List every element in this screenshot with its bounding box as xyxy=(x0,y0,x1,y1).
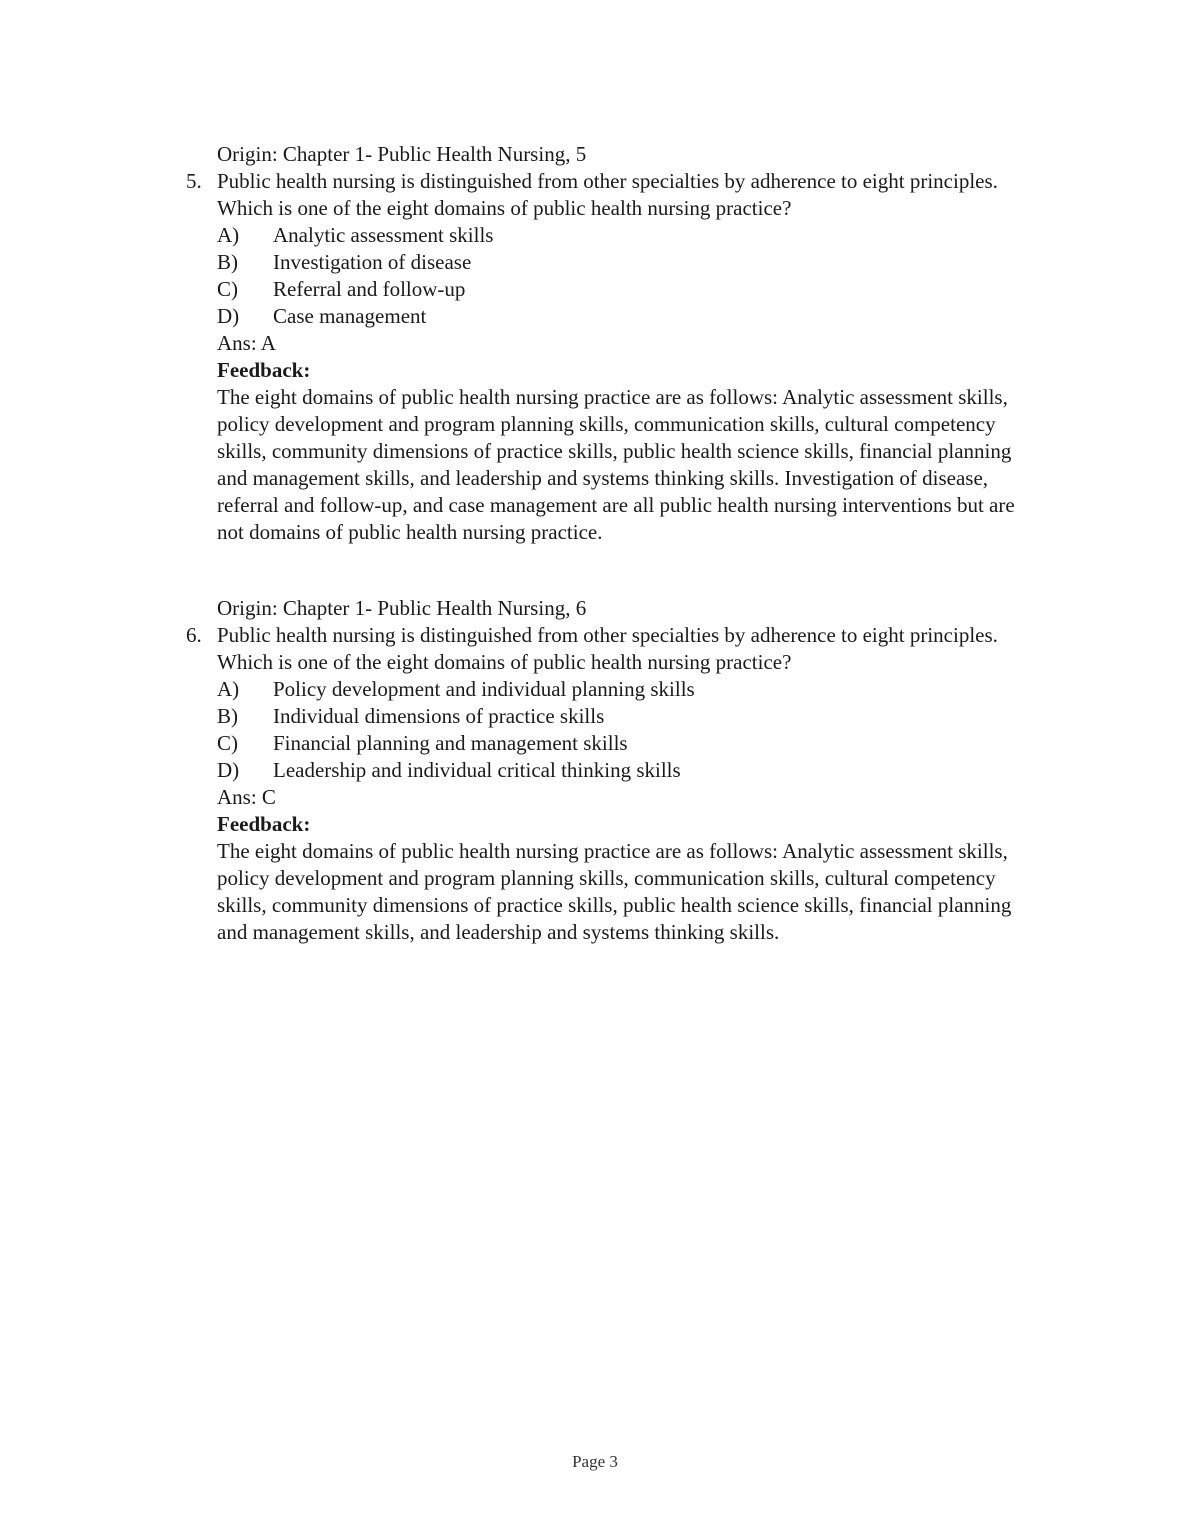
answer-options xyxy=(186,222,1046,330)
answer-option xyxy=(217,249,1046,276)
feedback-heading: Feedback: xyxy=(217,358,311,382)
option-letter: C) xyxy=(217,277,238,301)
option-text: Referral and follow-up xyxy=(273,277,466,301)
answer-option xyxy=(217,703,1046,730)
option-text: Investigation of disease xyxy=(273,250,472,274)
answer-option xyxy=(217,276,1046,303)
answer-option xyxy=(217,676,1046,703)
question-block xyxy=(186,595,1046,946)
option-text: Case management xyxy=(273,304,427,328)
option-letter: C) xyxy=(217,731,238,755)
question-block xyxy=(186,141,1046,546)
feedback-heading: Feedback: xyxy=(217,812,311,836)
option-text: Policy development and individual planning skills xyxy=(273,677,695,701)
answer-key: Ans: A xyxy=(217,331,276,355)
page-number: Page 3 xyxy=(572,1452,618,1471)
question-number: 6. xyxy=(186,623,202,647)
option-text: Analytic assessment skills xyxy=(273,223,494,247)
option-letter: A) xyxy=(217,223,240,247)
option-letter: D) xyxy=(217,304,240,328)
option-text: Financial planning and management skills xyxy=(273,731,628,755)
answer-option xyxy=(217,303,1046,330)
answer-option xyxy=(217,222,1046,249)
option-letter: B) xyxy=(217,704,238,728)
question-text: Public health nursing is distinguished from other specialties by adherence to eight principles. Which is one of the eight domains of public health nursing practice? xyxy=(217,169,998,220)
question-origin: Origin: Chapter 1- Public Health Nursing, 5 xyxy=(217,142,587,166)
question-stem xyxy=(186,168,1046,222)
option-letter: D) xyxy=(217,758,240,782)
question-text: Public health nursing is distinguished from other specialties by adherence to eight principles. Which is one of the eight domains of public health nursing practice? xyxy=(217,623,998,674)
option-text: Leadership and individual critical thinking skills xyxy=(273,758,681,782)
answer-options xyxy=(186,676,1046,784)
question-stem xyxy=(186,622,1046,676)
option-text: Individual dimensions of practice skills xyxy=(273,704,605,728)
answer-option xyxy=(217,757,1046,784)
answer-option xyxy=(217,730,1046,757)
feedback-text: The eight domains of public health nursing practice are as follows: Analytic assessment skills, policy development and program planning skills, communication skills, cultural competency skills, community dimensions of practice skills, public health science skills, financial planning and management skills, and leadership and systems thinking skills. Investigation of disease, referral and follow-up, and case management are all public health nursing interventions but are not domains of public health nursing practice. xyxy=(217,385,1015,544)
option-letter: B) xyxy=(217,250,238,274)
question-number: 5. xyxy=(186,169,202,193)
option-letter: A) xyxy=(217,677,240,701)
question-origin: Origin: Chapter 1- Public Health Nursing, 6 xyxy=(217,596,587,620)
answer-key: Ans: C xyxy=(217,785,276,809)
feedback-text: The eight domains of public health nursing practice are as follows: Analytic assessment skills, policy development and program planning skills, communication skills, cultural competency skills, community dimensions of practice skills, public health science skills, financial planning and management skills, and leadership and systems thinking skills. xyxy=(217,839,1012,944)
